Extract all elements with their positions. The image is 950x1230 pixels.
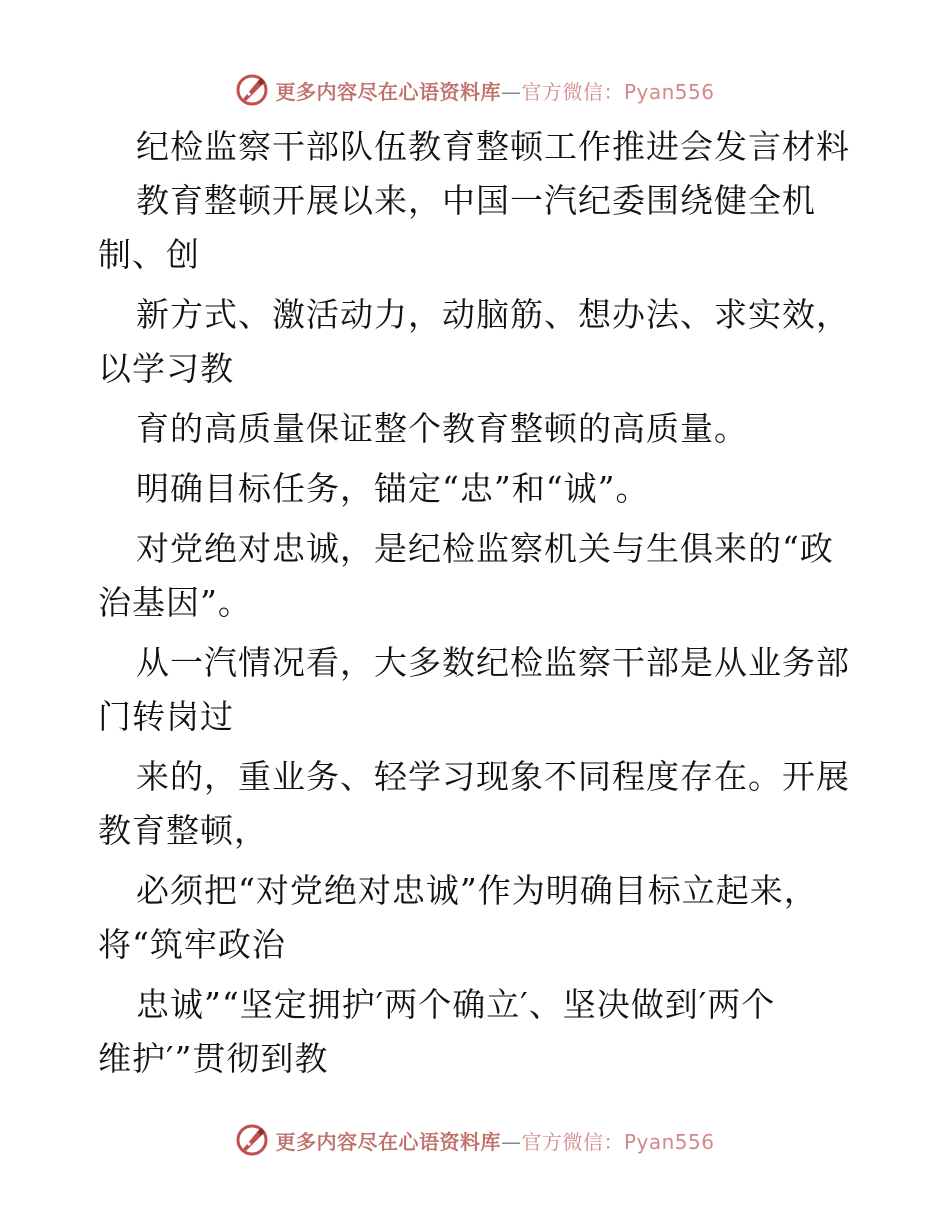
header-watermark-banner: [0, 72, 950, 108]
watermark-contact-text: 官方微信：Pyan556: [521, 79, 715, 104]
paragraph-line: 对党绝对忠诚，是纪检监察机关与生俱来的“政: [136, 529, 834, 568]
watermark-separator: —: [500, 79, 522, 104]
watermark-text: [275, 1126, 714, 1155]
document-body: [98, 120, 858, 1086]
document-title: 纪检监察干部队伍教育整顿工作推进会发言材料: [136, 127, 850, 166]
paragraph-line: 必须把“对党绝对忠诚”作为明确目标立起来，: [136, 871, 818, 910]
footer-watermark-banner: [0, 1122, 950, 1158]
paragraph-line: 忠诚”“坚定拥护′两个确立′、坚决做到′两个: [136, 985, 776, 1024]
paragraph-line: 教育整顿，: [98, 811, 268, 850]
section-heading: 明确目标任务，锚定“忠”和“诚”。: [136, 469, 650, 508]
paragraph-line: 育的高质量保证整个教育整顿的高质量。: [136, 409, 748, 448]
watermark-contact-text: 官方微信：Pyan556: [521, 1129, 715, 1154]
paragraph-line: 从一汽情况看，大多数纪检监察干部是从业务部: [136, 643, 850, 682]
watermark-text: [275, 76, 714, 105]
paragraph-line: 制、创: [98, 235, 200, 274]
watermark-separator: —: [500, 1129, 522, 1154]
pen-nib-logo-icon: [235, 1123, 269, 1157]
watermark-main-text: 更多内容尽在心语资料库: [275, 79, 501, 104]
watermark-main-text: 更多内容尽在心语资料库: [275, 1129, 501, 1154]
paragraph-line: 以学习教: [98, 349, 234, 388]
paragraph-line: 来的，重业务、轻学习现象不同程度存在。开展: [136, 757, 850, 796]
paragraph-line: 门转岗过: [98, 697, 234, 736]
paragraph-line: 维护′”贯彻到教: [98, 1039, 329, 1078]
paragraph-line: 教育整顿开展以来，中国一汽纪委围绕健全机: [136, 181, 816, 220]
paragraph-line: 新方式、激活动力，动脑筋、想办法、求实效，: [136, 295, 850, 334]
paragraph-line: 治基因”。: [98, 583, 252, 622]
pen-nib-logo-icon: [235, 73, 269, 107]
paragraph-line: 将“筑牢政治: [98, 925, 286, 964]
